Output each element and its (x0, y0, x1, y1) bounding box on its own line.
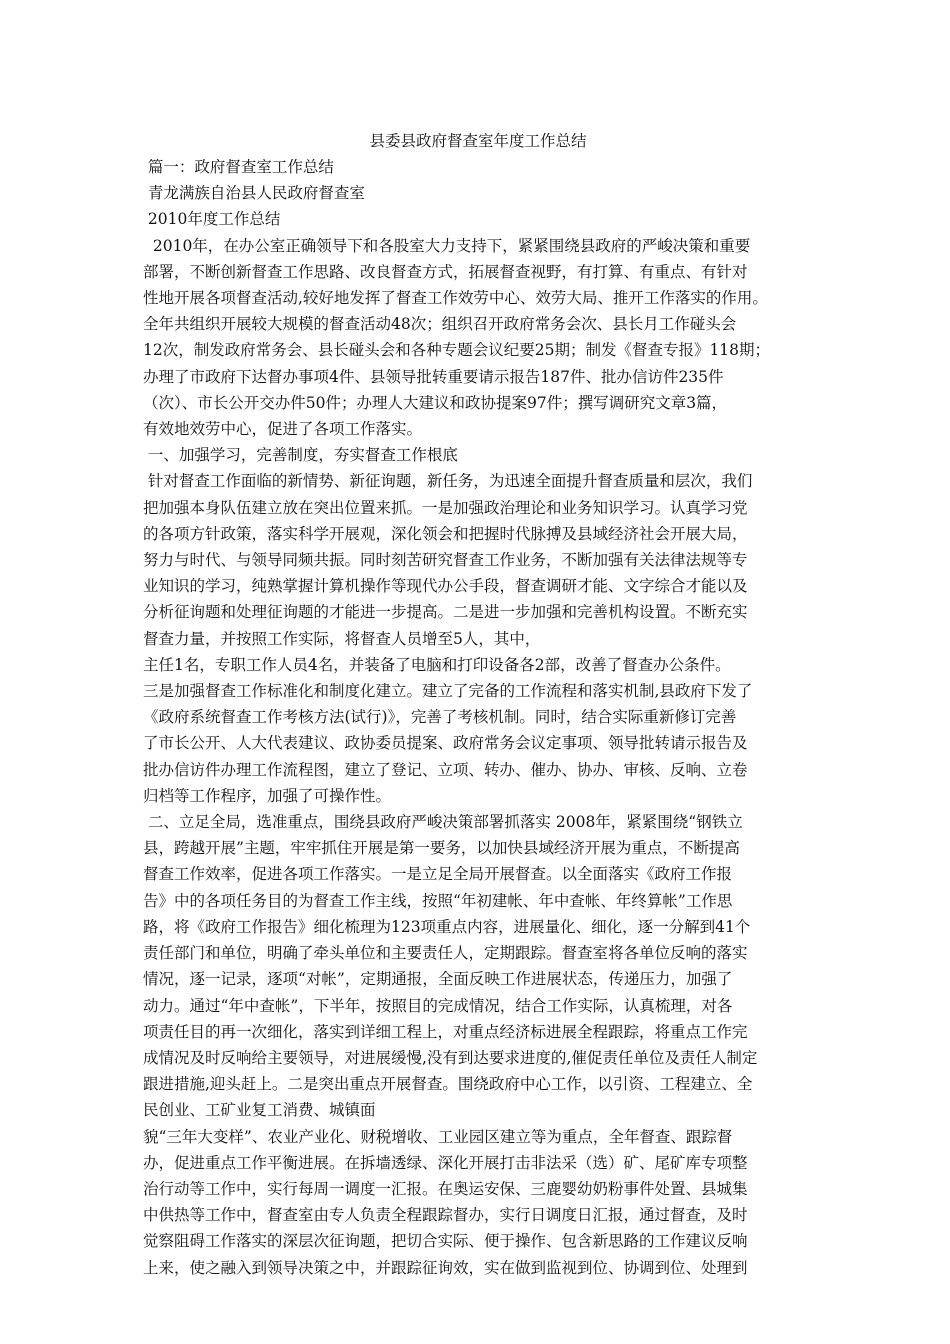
text-line: 中供热等工作中，督查室由专人负责全程跟踪督办，实行日调度日汇报，通过督查，及时 (143, 1206, 748, 1225)
text-line: 的各项方针政策，落实科学开展观，深化领会和把握时代脉搏及县域经济社会开展大局， (143, 524, 748, 543)
text-line: 2010年度工作总结 (143, 210, 281, 229)
text-line: 路，将《政府工作报告》细化梳理为123项重点内容，进展量化、细化，逐一分解到41个 (143, 917, 751, 936)
text-line: 青龙满族自治县人民政府督查室 (143, 184, 365, 203)
text-line: 一、加强学习，完善制度，夯实督查工作根底 (143, 446, 458, 465)
document-title: 县委县政府督查室年度工作总结 (369, 132, 587, 150)
document-page (143, 128, 813, 1281)
text-line: 分析征询题和处理征询题的才能进一步提高。二是进一步加强和完善机构设置。不断充实 (143, 603, 748, 622)
text-line: 觉察阻碍工作落实的深层次征询题，把切合实际、便于操作、包含新思路的工作建议反响 (143, 1232, 748, 1251)
text-line: 努力与时代、与领导同频共振。同时刻苦研究督查工作业务，不断加强有关法律法规等专 (143, 551, 748, 570)
text-line: 针对督查工作面临的新情势、新征询题，新任务，为迅速全面提升督查质量和层次，我们 (143, 472, 753, 491)
text-line: 成情况及时反响给主要领导，对进展缓慢,没有到达要求进度的,催促责任单位及责任人制定 (143, 1048, 758, 1067)
text-line: 跟进措施,迎头赶上。二是突出重点开展督查。围绕政府中心工作，以引资、工程建立、全 (143, 1075, 753, 1094)
text-line: 全年共组织开展较大规模的督查活动48次；组织召开政府常务会次、县长月工作碰头会 (143, 315, 737, 334)
text-line: （次）、市长公开交办件50件；办理人大建议和政协提案97件；撰写调研究文章3篇， (143, 393, 728, 412)
text-line: 批办信访件办理工作流程图，建立了登记、立项、转办、催办、协办、审核、反响、立卷 (143, 760, 748, 779)
text-line: 部署，不断创新督查工作思路、改良督查方式，拓展督查视野，有打算、有重点、有针对 (143, 262, 748, 281)
text-line: 办，促进重点工作平衡进展。在拆墙透绿、深化开展打击非法采（选）矿、尾矿库专项整 (143, 1153, 748, 1172)
text-line: 项责任目的再一次细化，落实到详细工程上，对重点经济标进展全程跟踪，将重点工作完 (143, 1022, 748, 1041)
text-line: 主任1名，专职工作人员4名，并装备了电脑和打印设备各2部，改善了督查办公条件。 (143, 655, 731, 674)
text-line: 了市长公开、人大代表建议、政协委员提案、政府常务会议定事项、领导批转请示报告及 (143, 734, 748, 753)
text-line: 12次，制发政府常务会、县长碰头会和各种专题会议纪要25期；制发《督查专报》118期； (143, 341, 771, 360)
text-line: 治行动等工作中，实行每周一调度一汇报。在奥运安保、三鹿婴幼奶粉事件处置、县城集 (143, 1179, 748, 1198)
text-line: 督查工作效率，促进各项工作落实。一是立足全局开展督查。以全面落实《政府工作报 (143, 865, 733, 884)
text-line: 告》中的各项任务目的为督查工作主线，按照“年初建帐、年中查帐、年终算帐”工作思 (143, 891, 733, 910)
text-line: 办理了市政府下达督办事项4件、县领导批转重要请示报告187件、批办信访件235件 (143, 367, 724, 386)
text-line: 篇一：政府督查室工作总结 (143, 158, 334, 176)
text-line: 三是加强督查工作标准化和制度化建立。建立了完备的工作流程和落实机制,县政府下发了 (143, 682, 753, 701)
text-line: 《政府系统督查工作考核方法(试行)》，完善了考核机制。同时，结合实际重新修订完善 (143, 708, 737, 727)
text-line: 动力。通过“年中查帐”，下半年，按照目的完成情况，结合工作实际，认真梳理，对各 (143, 996, 733, 1015)
text-line: 性地开展各项督查活动,较好地发挥了督查工作效劳中心、效劳大局、推开工作落实的作用。 (143, 289, 768, 308)
text-line: 督查力量，并按照工作实际，将督查人员增至5人，其中， (143, 629, 541, 648)
text-line: 责任部门和单位，明确了牵头单位和主要责任人，定期跟踪。督查室将各单位反响的落实 (143, 944, 748, 963)
text-line: 民创业、工矿业复工消费、城镇面 (143, 1101, 376, 1120)
text-line: 上来，使之融入到领导决策之中，并跟踪征询效，实在做到监视到位、协调到位、处理到 (143, 1258, 748, 1277)
text-line: 二、立足全局，选准重点，围绕县政府严峻决策部署抓落实 2008年，紧紧围绕“钢铁立 (143, 813, 743, 832)
text-line: 貌“三年大变样”、农业产业化、财税增收、工业园区建立等为重点，全年督查、跟踪督 (143, 1127, 733, 1146)
text-line: 业知识的学习，纯熟掌握计算机操作等现代办公手段，督查调研才能、文字综合才能以及 (143, 577, 748, 596)
text-line: 把加强本身队伍建立放在突出位置来抓。一是加强政治理论和业务知识学习。认真学习党 (143, 498, 748, 517)
text-line: 归档等工作程序，加强了可操作性。 (143, 786, 392, 805)
text-line: 情况，逐一记录，逐项“对帐”，定期通报，全面反映工作进展状态，传递压力，加强了 (143, 970, 733, 989)
text-line: 2010年，在办公室正确领导下和各股室大力支持下，紧紧围绕县政府的严峻决策和重要 (143, 236, 751, 255)
text-line: 有效地效劳中心，促进了各项工作落实。 (143, 420, 423, 439)
text-line: 县，跨越开展”主题，牢牢抓住开展是第一要务，以加快县域经济开展为重点，不断提高 (143, 839, 740, 858)
document-body (143, 154, 813, 1281)
